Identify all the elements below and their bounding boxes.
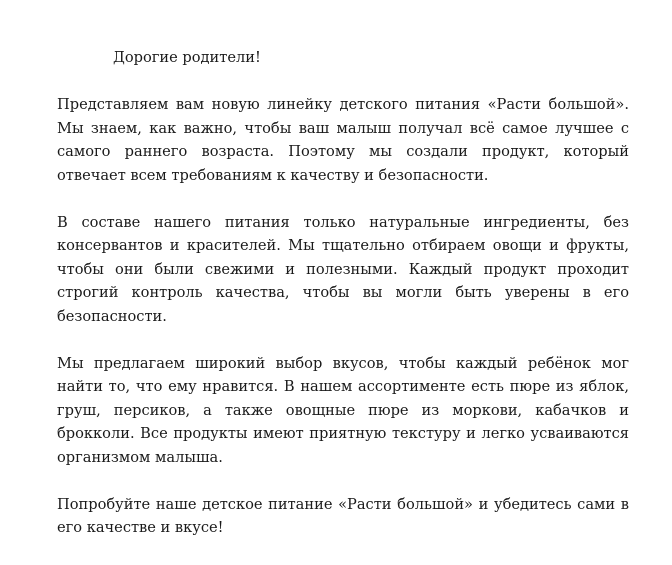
greeting-heading: Дорогие родители! [113,49,261,66]
paragraph-closing: Попробуйте наше детское питание «Расти большой» и убедитесь сами в его качестве и вкусе! [57,495,629,536]
paragraph-ingredients: В составе нашего питания только натуральные ингредиенты, без консервантов и красителей. Мы тщательно отбираем овощи и фрукты, чтобы они были свежими и полезными. Каждый продукт проходит строгий контроль качества, чтобы вы могли быть уверены в его безопасности. [57,213,629,325]
letter-body [57,46,629,540]
paragraph-flavors: Мы предлагаем широкий выбор вкусов, чтобы каждый ребёнок мог найти то, что ему нравится. В нашем ассортименте есть пюре из яблок, груш, персиков, а также овощные пюре из моркови, кабачков и брокколи. Все продукты имеют приятную текстуру и легко усваиваются организмом малыша. [57,354,629,466]
paragraph-introduction: Представляем вам новую линейку детского питания «Расти большой». Мы знаем, как важно, чтобы ваш малыш получал всё самое лучшее с самого раннего возраста. Поэтому мы создали продукт, который отвечает всем требованиям к качеству и безопасности. [57,96,629,184]
